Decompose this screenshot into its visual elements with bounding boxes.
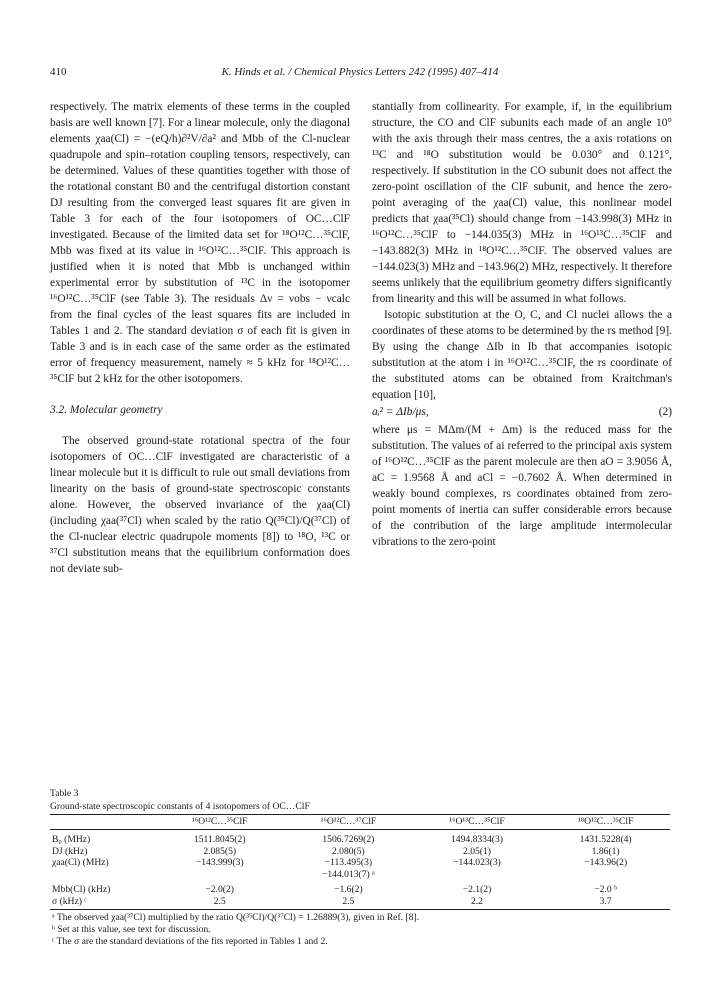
table-row	[50, 857, 670, 869]
table-3	[50, 787, 670, 948]
right-paragraph-3: where μs = MΔm/(M + Δm) is the reduced mass for the substitution. The values of ai referred to the principal axis system of ¹⁶O¹²C…³⁵ClF as the parent molecule are then aO = 3.9056 Å, aC = 1.9568 Å and aCl = −0.7602 Å. When determined in weakly bound complexes, rs coordinates obtained from zero-point moments of inertia can suffer considerable errors because of the contribution of the large amplitude intermolecular vibrations to the zero-point	[372, 424, 672, 548]
table-cell: 1506.7269(2)	[322, 834, 375, 845]
table-cell	[50, 869, 155, 881]
table-cell: 2.05(1)	[463, 845, 491, 857]
table-cell: −2.1(2)	[462, 884, 492, 895]
table-cell: 2.080(5)	[331, 845, 365, 857]
left-paragraph-1: respectively. The matrix elements of these terms in the coupled basis are well known [7]. For a linear molecule, only the diagonal elements χaa(Cl) = −(eQ/h)∂²V/∂a² and Mbb of the Cl-nuclear quadrupole and spin–rotation coupling tensors, respectively, can be determined. Values of these quantities together with those of the rotational constant B0 and the centrifugal distortion constant DJ resulting from the converged least squares fit are given in Table 3 for each of the four isotopomers of OC…ClF investigated. Because of the limited data set for ¹⁸O¹²C…³⁵ClF, Mbb was fixed at its value in ¹⁶O¹²C…³⁵ClF. This approach is justified when it is noted that Mbb is unchanged within experimental error by substitution of ¹³C in the isotopomer ¹⁶O¹²C…³⁵ClF (see Table 3). The residuals Δν = νobs − νcalc from the final cycles of the least squares fits are included in Tables 1 and 2. The standard deviation σ of each fit is given in Table 3 and is in each case of the same order as the estimated error of frequency measurement, namely ≈ 5 kHz for ¹⁸O¹²C…³⁵ClF but 2 kHz for the other isotopomers.	[50, 101, 350, 385]
right-column	[372, 99, 672, 550]
table-cell: 1511.8045(2)	[193, 834, 246, 845]
table-cell: −143.999(3)	[195, 857, 244, 868]
table-cell: B₀ (MHz)	[52, 834, 91, 845]
table-cell: 2.2	[413, 896, 542, 910]
table-cell: Mbb(Cl) (kHz)	[52, 884, 111, 895]
table-cell	[541, 869, 670, 881]
table-cell: 1.86(1)	[591, 845, 620, 857]
table-cell	[413, 869, 542, 881]
table-cell: −143.96(2)	[584, 857, 628, 868]
table-cell: 2.5	[284, 896, 413, 910]
table-cell: 2.085(5)	[203, 845, 237, 857]
right-paragraph-1: stantially from collinearity. For example, if, in the equilibrium structure, the CO and ClF subunits each made of an angle 10° with the axis through their mass centres, the a axis rotations on ¹³C and ¹⁸O substitution would be 0.030° and 0.121°, respectively. If substitution in the CO subunit does not affect the zero-point oscillation of the ClF subunit, and hence the zero-point averaging of the χaa(Cl) value, this nonlinear model predicts that χaa(³⁵Cl) should change from −143.998(3) MHz in ¹⁶O¹²C…³⁵ClF to −144.035(3) MHz in ¹⁶O¹³C…³⁵ClF and −143.882(3) MHz in ¹⁸O¹²C…³⁵ClF. The observed values are −144.023(3) MHz and −143.96(2) MHz, respectively. It therefore seems unlikely that the equilibrium geometry differs significantly from linearity and this will be assumed in what follows.	[372, 101, 672, 305]
table-cell: 1431.5228(4)	[579, 834, 632, 845]
equation-expression: aᵢ² = ΔIb/μs,	[372, 406, 429, 418]
table-cell: −144.023(3)	[453, 857, 501, 868]
table-row	[50, 880, 670, 896]
table-header-cell	[50, 815, 155, 830]
table-footnote: ᵃ The observed χaa(³⁷Cl) multiplied by the ratio Q(³⁵Cl)/Q(³⁷Cl) = 1.26889(3), given in Ref. [8].	[52, 912, 420, 923]
table-header-row	[50, 815, 670, 830]
table-row	[50, 869, 670, 881]
table-cell: −144.013(7) ᵃ	[321, 868, 375, 880]
table-cell: DJ (kHz)	[52, 845, 88, 857]
table-cell	[155, 869, 284, 881]
table-cell: 2.5	[155, 896, 284, 910]
table-cell: −2.0(2)	[205, 884, 234, 895]
table-row	[50, 896, 670, 910]
page-number: 410	[50, 66, 67, 78]
table-footnotes	[50, 912, 670, 948]
table-header-cell: ¹⁶O¹²C…³⁷ClF	[284, 815, 413, 830]
table-footnote: ᶜ The σ are the standard deviations of the fits reported in Tables 1 and 2.	[52, 936, 328, 947]
table-row	[50, 846, 670, 858]
table-cell: 3.7	[541, 896, 670, 910]
right-paragraph-2: Isotopic substitution at the O, C, and Cl nuclei allows the a coordinates of these atoms to be determined by the rs method [9]. By using the change ΔIb in Ib that accompanies isotopic substitution at the atom i in ¹⁶O¹²C…³⁵ClF, the rs coordinate of the substituted atoms can be obtained from Kraitchman's equation [10],	[372, 309, 672, 401]
equation-number: (2)	[658, 406, 672, 418]
table-header-cell: ¹⁸O¹²C…³⁵ClF	[541, 815, 670, 830]
table-cell: χaa(Cl) (MHz)	[52, 857, 109, 868]
table-header-cell: ¹⁶O¹²C…³⁵ClF	[155, 815, 284, 830]
table-caption: Ground-state spectroscopic constants of 4 isotopomers of OC…ClF	[50, 801, 310, 812]
table-cell: −2.0 ᵇ	[594, 884, 618, 895]
section-heading: 3.2. Molecular geometry	[50, 404, 163, 416]
left-paragraph-2: The observed ground-state rotational spectra of the four isotopomers of OC…ClF investigated are characteristic of a linear molecule but it is difficult to rule out small deviations from linearity on the basis of ground-state spectroscopic constants alone. However, the observed invariance of the χaa(Cl) (including χaa(³⁷Cl) when scaled by the ratio Q(³⁵Cl)/Q(³⁷Cl) of the Cl-nuclear electric quadrupole moments [8]) to ¹⁸O, ¹³C or ³⁷Cl substitution means that the equilibrium conformation does not deviate sub-	[50, 435, 350, 575]
page-header	[50, 66, 670, 84]
table-header-cell: ¹⁶O¹³C…³⁵ClF	[413, 815, 542, 830]
table-label: Table 3	[50, 788, 79, 799]
table-cell: −1.6(2)	[334, 884, 363, 895]
equation-2	[372, 404, 672, 420]
table-footnote: ᵇ Set at this value, see text for discussion.	[52, 924, 211, 935]
running-title: K. Hinds et al. / Chemical Physics Letters 242 (1995) 407–414	[221, 66, 499, 78]
table-cell: −113.495(3)	[324, 857, 373, 868]
constants-table	[50, 814, 670, 910]
table-cell: σ (kHz) ᶜ	[50, 896, 155, 910]
table-row	[50, 830, 670, 846]
table-cell: 1494.8334(3)	[451, 834, 503, 845]
left-column	[50, 99, 350, 577]
